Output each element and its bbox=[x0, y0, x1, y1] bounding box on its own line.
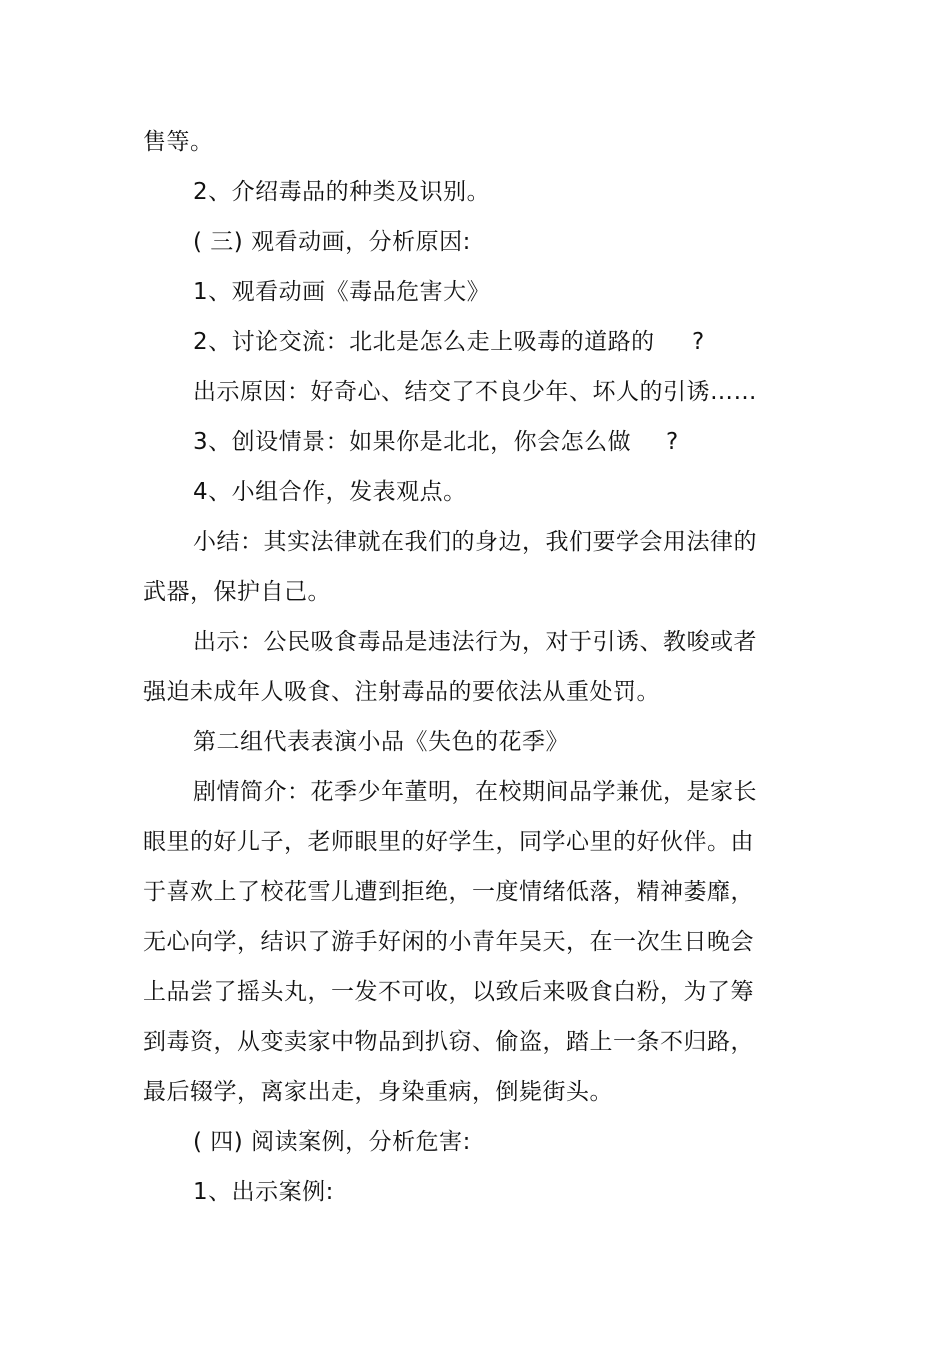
section-heading: ( 四) 阅读案例，分析危害: bbox=[193, 1129, 471, 1155]
question-mark: ? bbox=[666, 429, 679, 455]
text-line: 1、观看动画《毒品危害大》 bbox=[193, 279, 491, 305]
text-line: 无心向学，结识了游手好闲的小青年吴天，在一次生日晚会 bbox=[143, 929, 754, 955]
text-line: 到毒资，从变卖家中物品到扒窃、偷盗，踏上一条不归路， bbox=[143, 1029, 754, 1055]
section-heading: ( 三) 观看动画，分析原因: bbox=[193, 229, 471, 255]
text-line: 3、创设情景：如果你是北北，你会怎么做 bbox=[193, 429, 632, 455]
text-line: 小结：其实法律就在我们的身边，我们要学会用法律的 bbox=[193, 529, 757, 555]
text-line: 1、出示案例: bbox=[193, 1179, 334, 1205]
text-line: 2、讨论交流：北北是怎么走上吸毒的道路的 bbox=[193, 329, 655, 355]
text-line: 2、介绍毒品的种类及识别。 bbox=[193, 179, 491, 205]
text-line: 于喜欢上了校花雪儿遭到拒绝，一度情绪低落，精神萎靡， bbox=[143, 879, 754, 905]
question-mark: ? bbox=[692, 329, 705, 355]
text-line: 第二组代表表演小品《失色的花季》 bbox=[193, 729, 569, 755]
text-line: 售等。 bbox=[143, 129, 214, 155]
text-line: 强迫未成年人吸食、注射毒品的要依法从重处罚。 bbox=[143, 679, 660, 705]
text-line: 最后辍学，离家出走，身染重病，倒毙街头。 bbox=[143, 1079, 613, 1105]
text-line: 武器，保护自己。 bbox=[143, 579, 331, 605]
text-line: 出示：公民吸食毒品是违法行为，对于引诱、教唆或者 bbox=[193, 629, 757, 655]
text-line: 上品尝了摇头丸，一发不可收，以致后来吸食白粉，为了筹 bbox=[143, 979, 754, 1005]
text-line: 出示原因：好奇心、结交了不良少年、坏人的引诱…… bbox=[193, 379, 757, 405]
text-line: 眼里的好儿子，老师眼里的好学生，同学心里的好伙伴。由 bbox=[143, 829, 754, 855]
text-line: 剧情简介：花季少年董明，在校期间品学兼优，是家长 bbox=[193, 779, 757, 805]
text-line: 4、小组合作，发表观点。 bbox=[193, 479, 467, 505]
